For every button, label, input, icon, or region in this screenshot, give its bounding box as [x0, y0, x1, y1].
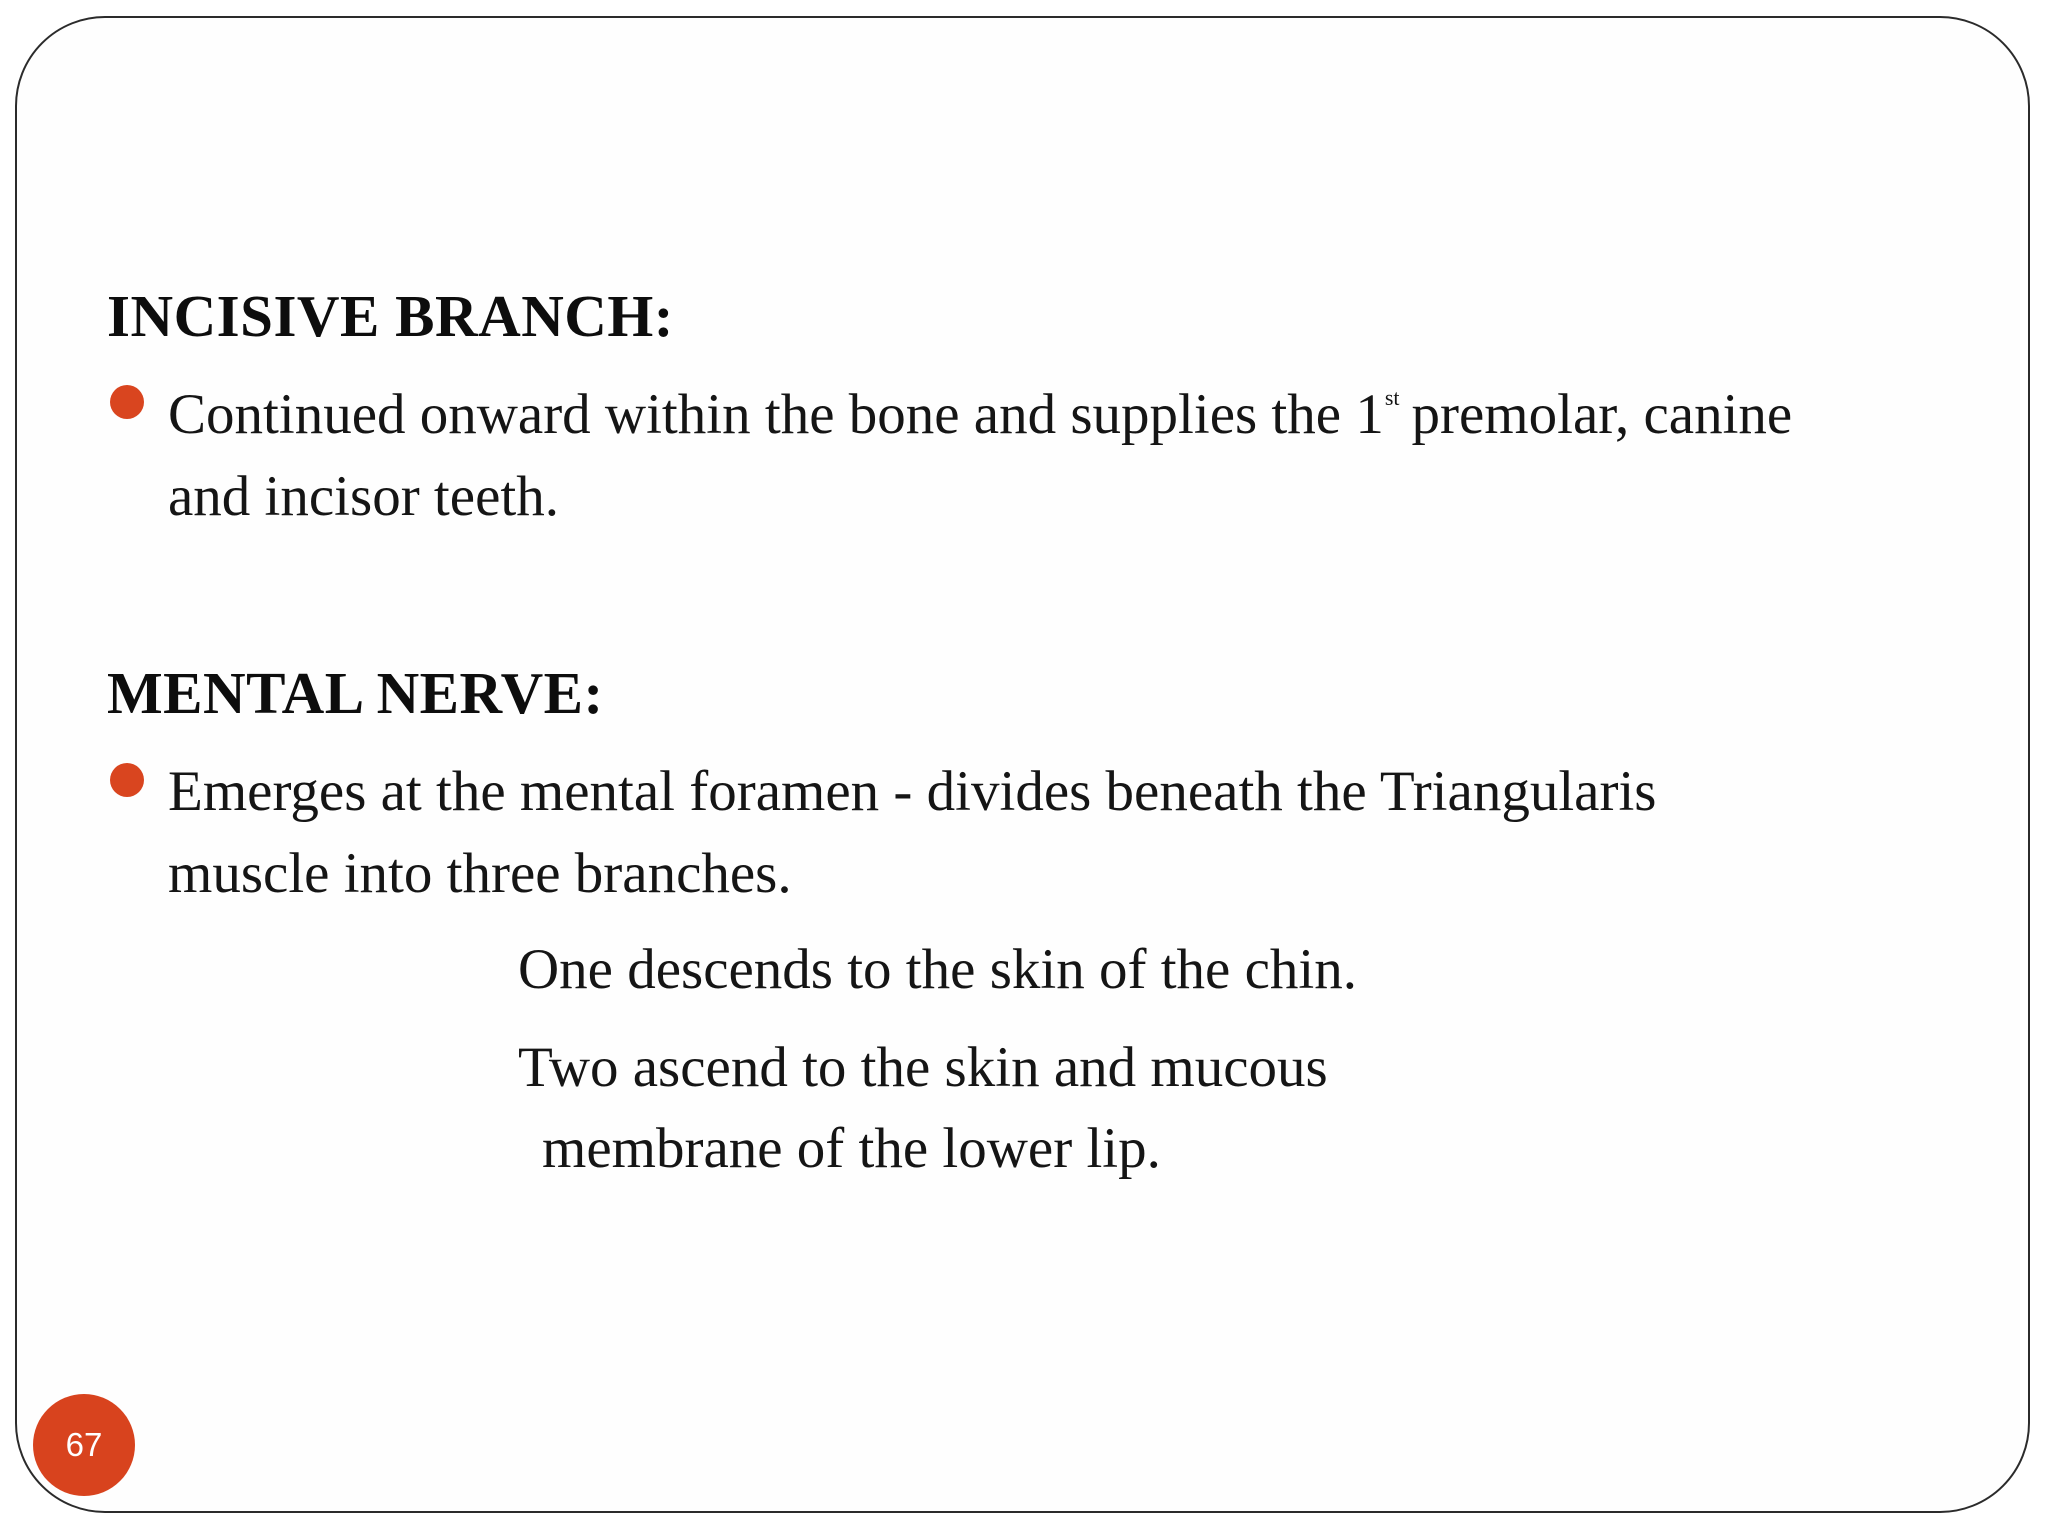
bullet-line	[168, 374, 1998, 456]
sub-item-lip-line2: membrane of the lower lip.	[542, 1117, 1161, 1180]
sub-item-chin: One descends to the skin of the chin.	[518, 938, 1357, 1001]
sub-item-lip-line1: Two ascend to the skin and mucous	[518, 1036, 1328, 1099]
bullet-line: muscle into three branches.	[168, 842, 792, 905]
superscript: st	[1384, 385, 1400, 410]
incisive-branch-heading: INCISIVE BRANCH:	[107, 283, 674, 349]
page-number: 67	[65, 1426, 103, 1463]
page-number-badge	[33, 1394, 135, 1496]
bullet-text: premolar, canine	[1411, 383, 1793, 446]
incisive-branch-bullet	[168, 374, 1998, 538]
bullet-line: and incisor teeth.	[168, 465, 559, 528]
bullet-text: Continued onward within the bone and supplies the 1	[168, 383, 1384, 446]
bullet-line: Emerges at the mental foramen - divides beneath the Triangularis	[168, 760, 1657, 823]
bullet-icon	[110, 385, 144, 419]
mental-nerve-bullet	[168, 751, 1998, 915]
mental-nerve-heading: MENTAL NERVE:	[107, 660, 604, 726]
bullet-icon	[110, 763, 144, 797]
